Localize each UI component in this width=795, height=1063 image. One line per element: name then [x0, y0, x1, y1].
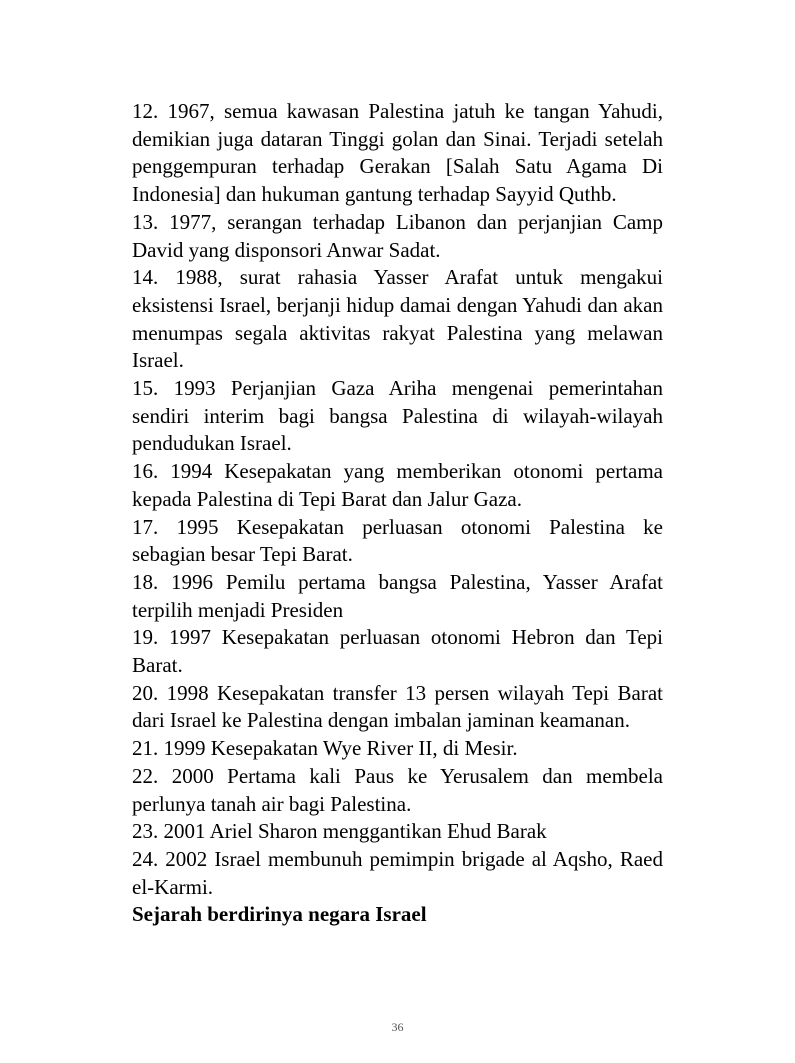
list-item-23: 23. 2001 Ariel Sharon menggantikan Ehud Barak — [132, 819, 547, 844]
section-heading: Sejarah berdirinya negara Israel — [132, 902, 427, 927]
list-item-19: 19. 1997 Kesepakatan perluasan otonomi Hebron dan Tepi Barat. — [132, 625, 663, 678]
page-body — [132, 98, 663, 929]
list-item-24: 24. 2002 Israel membunuh pemimpin brigade al Aqsho, Raed el-Karmi. — [132, 846, 663, 899]
list-item-15: 15. 1993 Perjanjian Gaza Ariha mengenai pemerintahan sendiri interim bagi bangsa Palestina di wilayah-wilayah pendudukan Israel. — [132, 376, 663, 456]
list-item-12: 12. 1967, semua kawasan Palestina jatuh ke tangan Yahudi, demikian juga dataran Tinggi golan dan Sinai. Terjadi setelah penggempuran terhadap Gerakan [Salah Satu Agama Di Indonesia] dan hukuman gantung terhadap Sayyid Quthb. — [132, 99, 663, 207]
list-item-14: 14. 1988, surat rahasia Yasser Arafat untuk mengakui eksistensi Israel, berjanji hidup damai dengan Yahudi dan akan menumpas segala aktivitas rakyat Palestina yang melawan Israel. — [132, 265, 663, 373]
list-item-22: 22. 2000 Pertama kali Paus ke Yerusalem dan membela perlunya tanah air bagi Palestina. — [132, 763, 663, 816]
list-item-13: 13. 1977, serangan terhadap Libanon dan perjanjian Camp David yang disponsori Anwar Sadat. — [132, 209, 663, 262]
list-item-21: 21. 1999 Kesepakatan Wye River II, di Mesir. — [132, 736, 518, 761]
page-number: 36 — [391, 1020, 404, 1034]
list-item-20: 20. 1998 Kesepakatan transfer 13 persen wilayah Tepi Barat dari Israel ke Palestina dengan imbalan jaminan keamanan. — [132, 680, 663, 733]
list-item-17: 17. 1995 Kesepakatan perluasan otonomi Palestina ke sebagian besar Tepi Barat. — [132, 514, 663, 567]
list-item-16: 16. 1994 Kesepakatan yang memberikan otonomi pertama kepada Palestina di Tepi Barat dan Jalur Gaza. — [132, 459, 663, 511]
list-item-18: 18. 1996 Pemilu pertama bangsa Palestina, Yasser Arafat terpilih menjadi Presiden — [132, 569, 663, 622]
